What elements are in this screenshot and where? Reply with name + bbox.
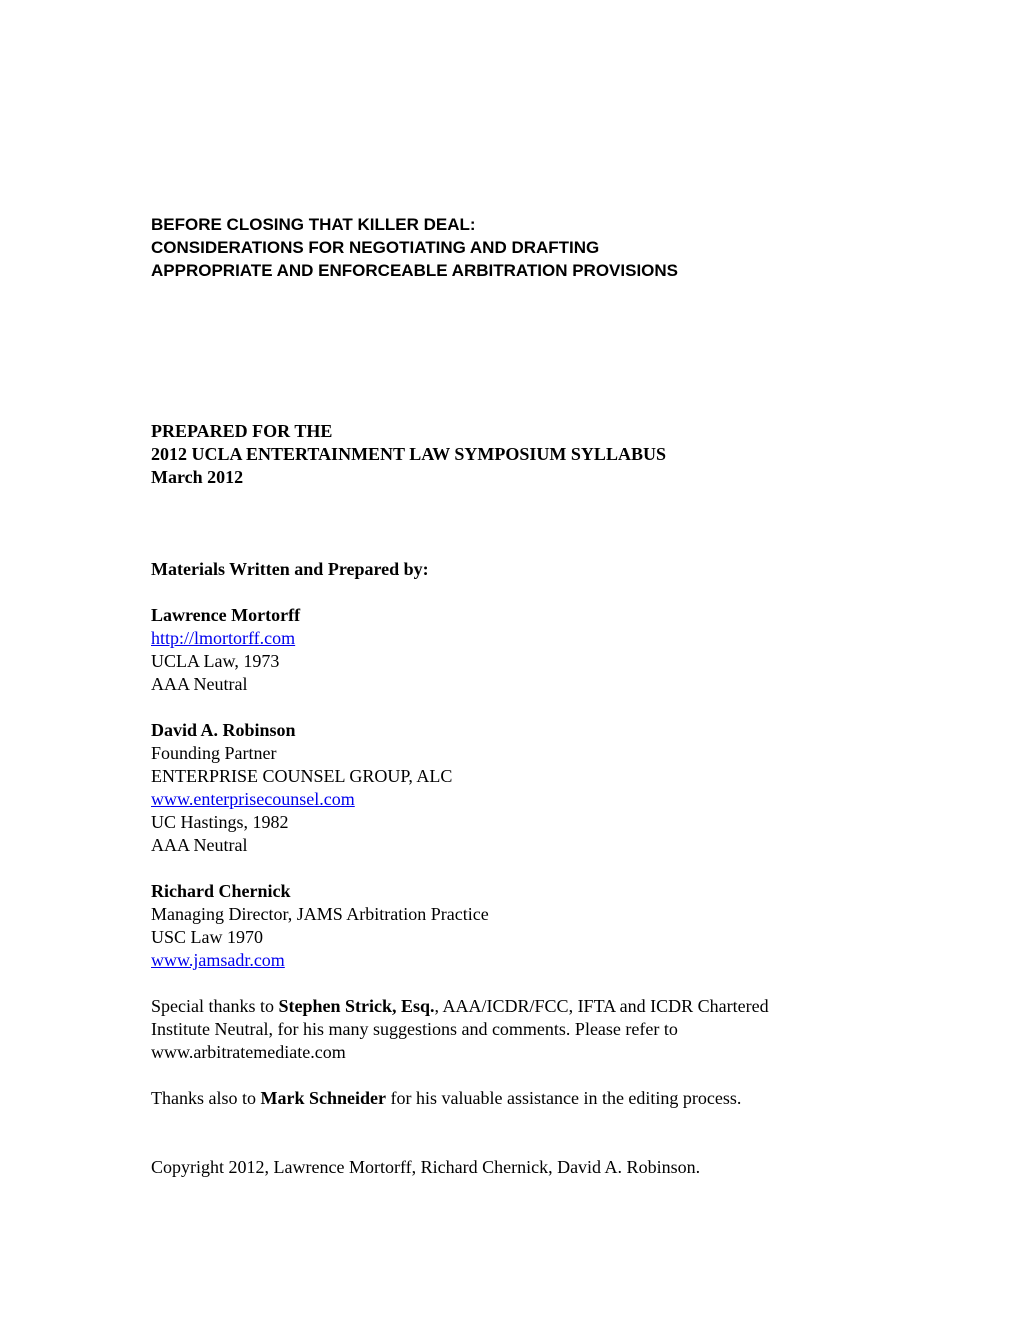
author-website-link[interactable]: www.jamsadr.com [151,950,285,970]
special-thanks-paragraph [151,995,851,1064]
author-name: David A. Robinson [151,720,296,740]
title-line-1: BEFORE CLOSING THAT KILLER DEAL: [151,215,476,234]
author-title: Managing Director, JAMS Arbitration Practice [151,904,489,924]
thanks-also-suffix: for his valuable assistance in the editing process. [386,1088,742,1108]
author-name: Lawrence Mortorff [151,605,301,625]
special-thanks-line-2: Institute Neutral, for his many suggestions and comments. Please refer to [151,1019,678,1039]
thanks-also-line [151,1087,851,1110]
author-title: Founding Partner [151,743,277,763]
prepared-line-1: PREPARED FOR THE [151,421,333,441]
title-line-3: APPROPRIATE AND ENFORCEABLE ARBITRATION PROVISIONS [151,261,679,280]
prepared-date: March 2012 [151,467,244,487]
author-website-link[interactable]: www.enterprisecounsel.com [151,789,355,809]
author-school: UCLA Law, 1973 [151,651,280,671]
author-website-link[interactable]: http://lmortorff.com [151,628,296,648]
thanks-also-paragraph [151,1087,851,1110]
prepared-line-2: 2012 UCLA ENTERTAINMENT LAW SYMPOSIUM SYLLABUS [151,444,666,464]
prepared-for-block [151,420,871,489]
author-role: AAA Neutral [151,835,248,855]
special-thanks-prefix: Special thanks to [151,996,279,1016]
special-thanks-line-1-rest: , AAA/ICDR/FCC, IFTA and ICDR Chartered [434,996,769,1016]
document-page [151,0,871,1320]
materials-heading: Materials Written and Prepared by: [151,559,429,579]
special-thanks-line-1 [151,995,851,1018]
document-title [151,213,871,282]
materials-heading-block [151,558,429,581]
author-robinson [151,719,452,857]
author-chernick [151,880,489,972]
author-firm: ENTERPRISE COUNSEL GROUP, ALC [151,766,453,786]
author-mortorff [151,604,300,696]
author-school: UC Hastings, 1982 [151,812,289,832]
author-school: USC Law 1970 [151,927,263,947]
thanks-also-prefix: Thanks also to [151,1088,261,1108]
copyright-notice: Copyright 2012, Lawrence Mortorff, Richard Chernick, David A. Robinson. [151,1157,701,1177]
thanks-also-name: Mark Schneider [260,1088,386,1108]
special-thanks-line-3: www.arbitratemediate.com [151,1042,346,1062]
author-name: Richard Chernick [151,881,291,901]
copyright-paragraph [151,1156,851,1179]
special-thanks-name: Stephen Strick, Esq. [278,996,435,1016]
author-role: AAA Neutral [151,674,248,694]
title-line-2: CONSIDERATIONS FOR NEGOTIATING AND DRAFTING [151,238,600,257]
